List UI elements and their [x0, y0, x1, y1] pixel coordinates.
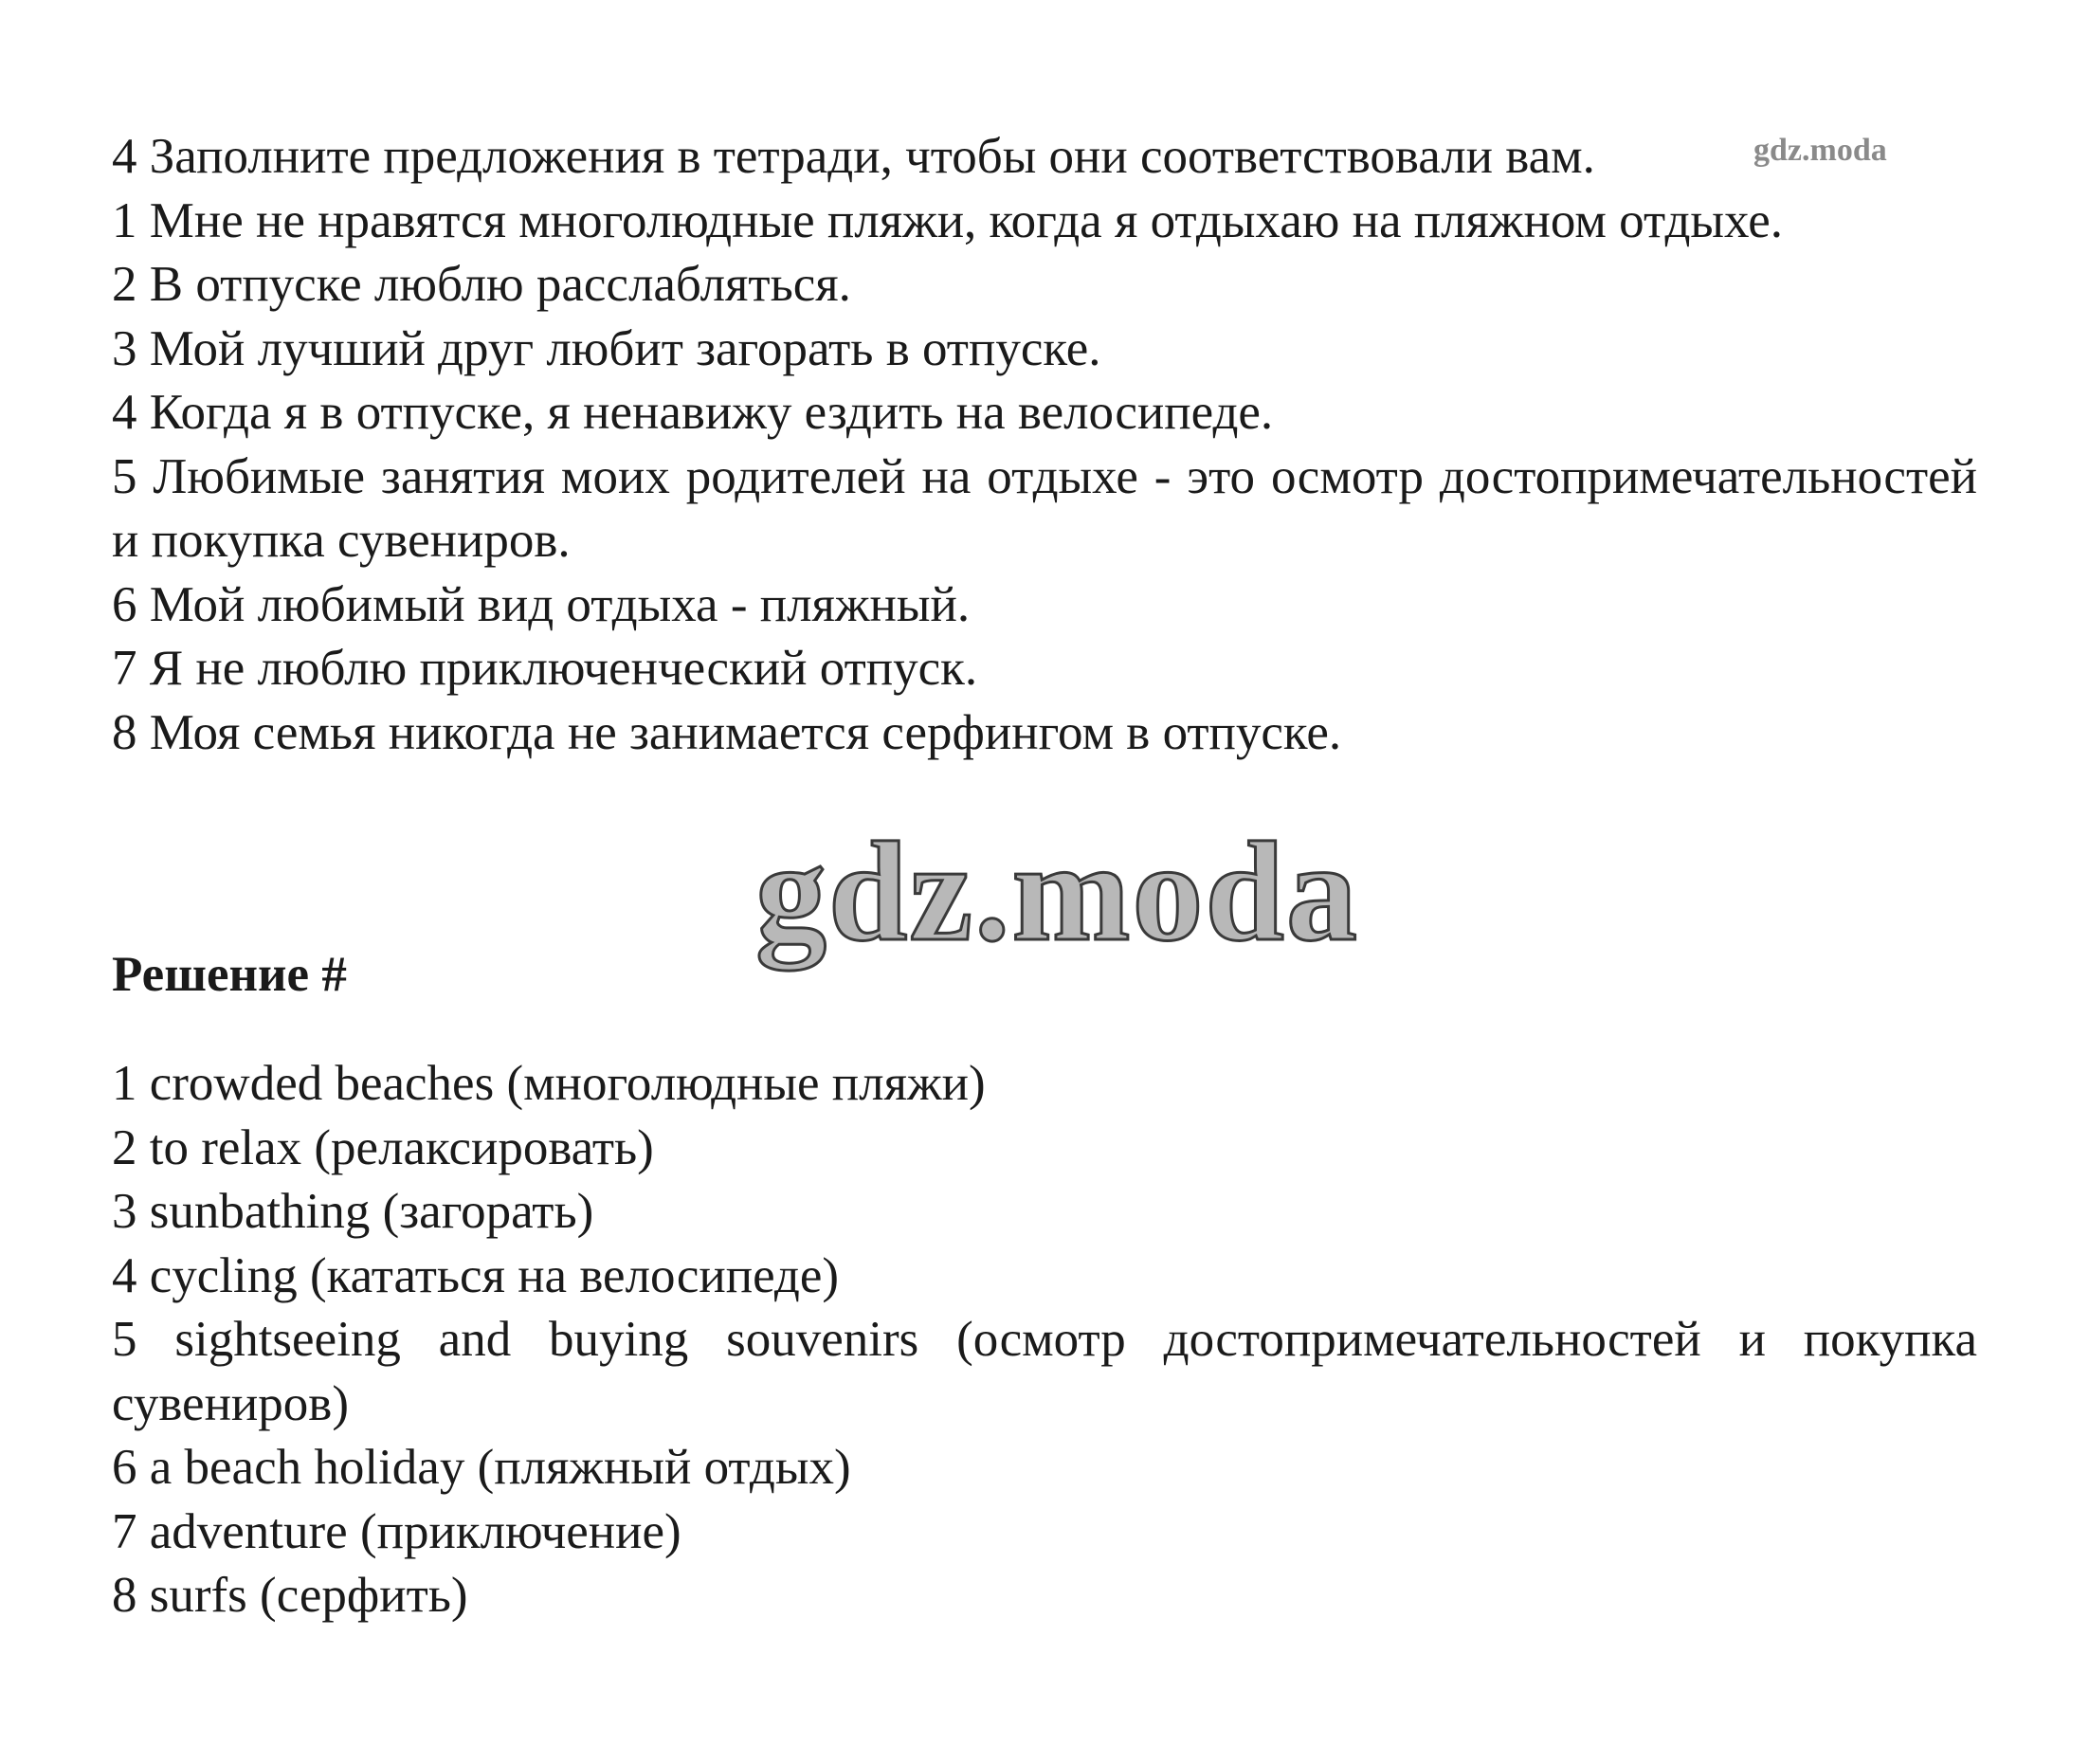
answer-1: 1 crowded beaches (многолюдные пляжи): [112, 1056, 986, 1111]
answers-list: [112, 1052, 1977, 1628]
answer-7: 7 adventure (приключение): [112, 1503, 681, 1559]
task-sentence-1: 1 Мне не нравятся многолюдные пляжи, когда я отдыхаю на пляжном отдыхе.: [112, 192, 1783, 248]
task-title-row: [112, 125, 1977, 190]
answer-8: 8 surfs (серфить): [112, 1568, 468, 1623]
watermark-large: gdz.moda: [755, 813, 1359, 971]
task-sentence-4: 4 Когда я в отпуске, я ненавижу ездить на велосипеде.: [112, 385, 1274, 440]
task-sentence-7: 7 Я не люблю приключенческий отпуск.: [112, 641, 978, 696]
solution-heading-block: [112, 943, 1977, 1007]
task-sentence-5: 5 Любимые занятия моих родителей на отдыхе - это осмотр достопримечательностей и покупка сувениров.: [112, 448, 1977, 568]
task-sentence-2: 2 В отпуске люблю расслабляться.: [112, 257, 851, 312]
task-title: 4 Заполните предложения в тетради, чтобы они соответствовали вам.: [112, 129, 1595, 184]
task-sentence-3: 3 Мой лучший друг любит загорать в отпуске.: [112, 320, 1101, 376]
answer-3: 3 sunbathing (загорать): [112, 1184, 594, 1239]
answer-2: 2 to relax (релаксировать): [112, 1119, 654, 1175]
watermark-small: gdz.moda: [1753, 133, 1887, 168]
answer-4: 4 cycling (кататься на велосипеде): [112, 1247, 840, 1303]
task-sentence-6: 6 Мой любимый вид отдыха - пляжный.: [112, 576, 971, 632]
task-sentence-8: 8 Моя семья никогда не занимается серфингом в отпуске.: [112, 704, 1342, 760]
answer-6: 6 a beach holiday (пляжный отдых): [112, 1440, 851, 1495]
task-section: [112, 125, 1977, 765]
solution-heading: Решение #: [112, 947, 347, 1002]
answer-5: 5 sightseeing and buying souvenirs (осмотр достопримечательностей и покупка сувениров): [112, 1312, 1977, 1431]
